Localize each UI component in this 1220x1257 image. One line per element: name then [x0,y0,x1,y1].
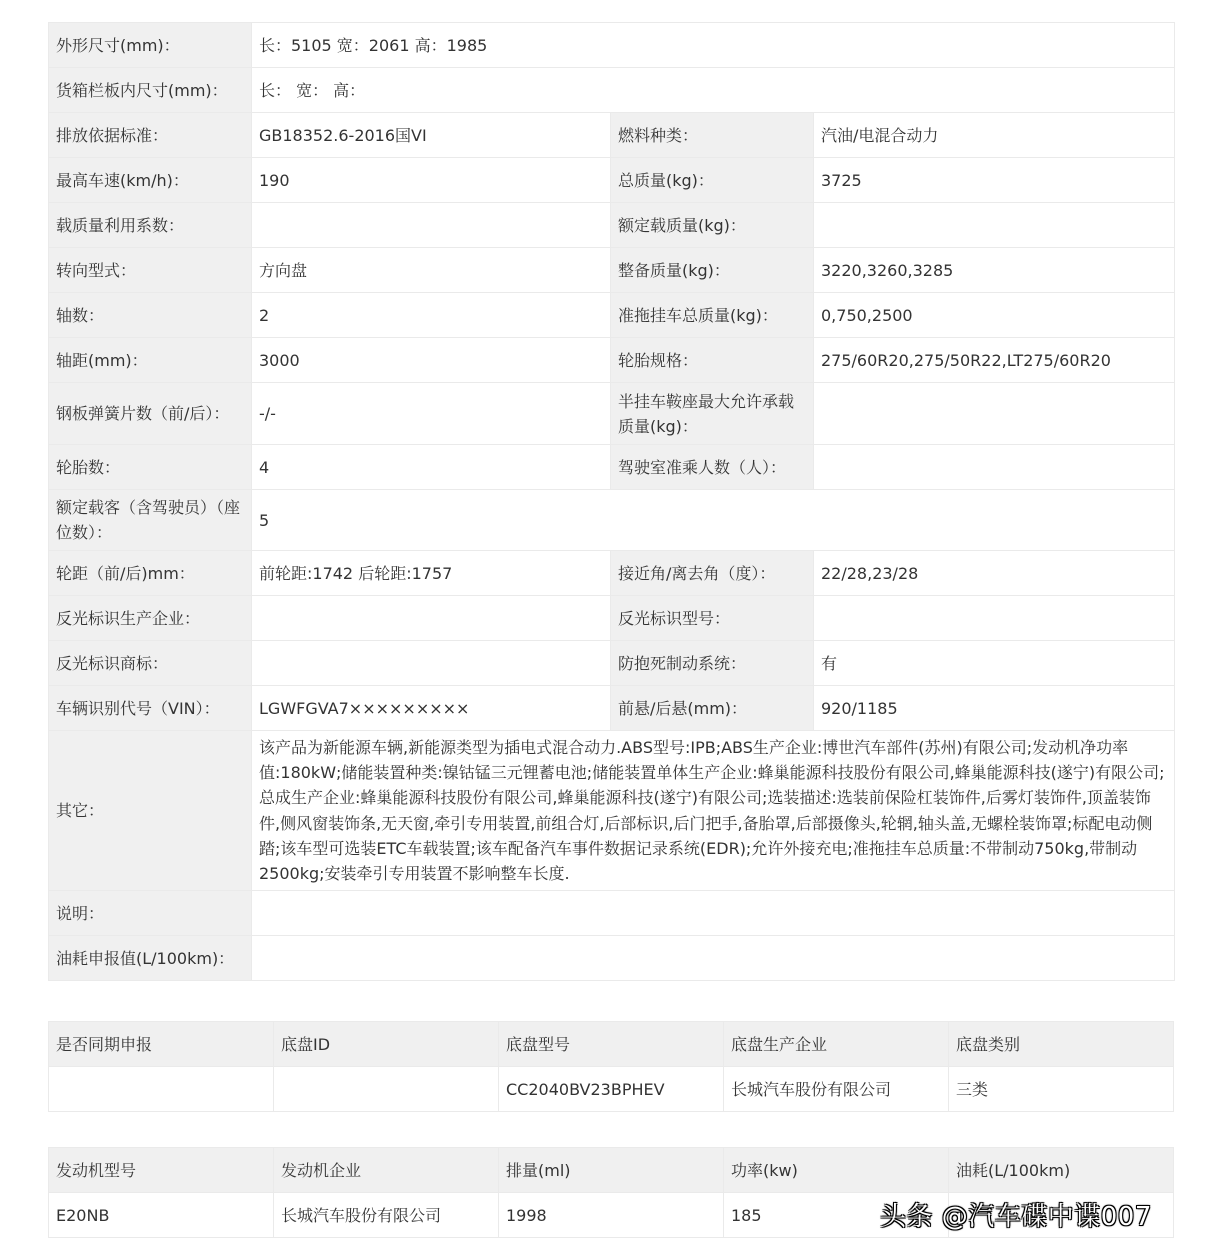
dims-value: 长：5105 宽：2061 高：1985 [252,23,1175,68]
cargo-value: 长： 宽： 高： [252,68,1175,113]
chassis-cell [274,1067,499,1112]
spec-row-steering [49,248,1175,293]
abs-label: 防抱死制动系统： [611,641,814,686]
chassis-header-cell: 底盘类别 [949,1022,1174,1067]
cab-seats-value [814,445,1175,490]
engine-header-cell: 油耗(L/100km) [949,1148,1174,1193]
engine-header-cell: 发动机型号 [49,1148,274,1193]
spec-row-other [49,731,1175,891]
approach-angle-value: 22/28,23/28 [814,551,1175,596]
fuel-consumption-value [252,936,1175,981]
vin-value: LGWFGVA7××××××××× [252,686,611,731]
spec-row-vin [49,686,1175,731]
tire-count-value: 4 [252,445,611,490]
tire-count-label: 轮胎数： [49,445,252,490]
axles-value: 2 [252,293,611,338]
spec-row-track [49,551,1175,596]
spec-row-passengers [49,490,1175,551]
emission-label: 排放依据标准： [49,113,252,158]
curb-mass-value: 3220,3260,3285 [814,248,1175,293]
steering-label: 转向型式： [49,248,252,293]
tire-spec-label: 轮胎规格： [611,338,814,383]
chassis-cell: 长城汽车股份有限公司 [724,1067,949,1112]
load-coef-value [252,203,611,248]
reflector-model-value [814,596,1175,641]
cargo-label: 货箱栏板内尺寸(mm)： [49,68,252,113]
trailer-mass-label: 准拖挂车总质量(kg)： [611,293,814,338]
wheelbase-value: 3000 [252,338,611,383]
spec-row-axles [49,293,1175,338]
spec-row-tires [49,445,1175,490]
engine-header-cell: 排量(ml) [499,1148,724,1193]
spec-row-speed [49,158,1175,203]
note-value [252,891,1175,936]
reflector-maker-label: 反光标识生产企业： [49,596,252,641]
rated-load-value [814,203,1175,248]
watermark: 头条 @汽车碟中谍007 [880,1202,1152,1232]
track-value: 前轮距:1742 后轮距:1757 [252,551,611,596]
wheelbase-label: 轴距(mm)： [49,338,252,383]
chassis-cell: CC2040BV23BPHEV [499,1067,724,1112]
emission-value: GB18352.6-2016国VI [252,113,611,158]
dims-label: 外形尺寸(mm)： [49,23,252,68]
overhang-value: 920/1185 [814,686,1175,731]
approach-angle-label: 接近角/离去角（度）： [611,551,814,596]
chassis-header-cell: 底盘ID [274,1022,499,1067]
max-speed-value: 190 [252,158,611,203]
curb-mass-label: 整备质量(kg)： [611,248,814,293]
steering-value: 方向盘 [252,248,611,293]
engine-cell: E20NB [49,1193,274,1238]
reflector-model-label: 反光标识型号： [611,596,814,641]
spec-row-emission [49,113,1175,158]
gross-mass-label: 总质量(kg)： [611,158,814,203]
max-speed-label: 最高车速(km/h)： [49,158,252,203]
other-label: 其它： [49,731,252,891]
engine-header-cell: 发动机企业 [274,1148,499,1193]
engine-header-row [49,1148,1174,1193]
chassis-header-row [49,1022,1174,1067]
reflector-maker-value [252,596,611,641]
track-label: 轮距（前/后)mm： [49,551,252,596]
chassis-table [48,1021,1174,1112]
chassis-cell [49,1067,274,1112]
spec-row-reflector-brand [49,641,1175,686]
load-coef-label: 载质量利用系数： [49,203,252,248]
spec-row-fuel-consumption [49,936,1175,981]
vin-label: 车辆识别代号（VIN）： [49,686,252,731]
reflector-brand-value [252,641,611,686]
saddle-load-value [814,383,1175,445]
engine-cell: 185 [724,1193,949,1238]
saddle-load-label: 半挂车鞍座最大允许承载质量(kg)： [611,383,814,445]
fuel-type-value: 汽油/电混合动力 [814,113,1175,158]
spec-row-note [49,891,1175,936]
engine-cell: 长城汽车股份有限公司 [274,1193,499,1238]
spec-row-wheelbase [49,338,1175,383]
cab-seats-label: 驾驶室准乘人数（人）： [611,445,814,490]
leaf-spring-value: -/- [252,383,611,445]
vehicle-spec-table [48,22,1175,981]
engine-cell: 1998 [499,1193,724,1238]
tire-spec-value: 275/60R20,275/50R22,LT275/60R20 [814,338,1175,383]
passengers-label: 额定载客（含驾驶员）（座位数）： [49,490,252,551]
gross-mass-value: 3725 [814,158,1175,203]
chassis-header-cell: 是否同期申报 [49,1022,274,1067]
overhang-label: 前悬/后悬(mm)： [611,686,814,731]
spec-row-leaf-spring [49,383,1175,445]
spec-row-dimensions [49,23,1175,68]
passengers-value: 5 [252,490,1175,551]
spec-row-cargo [49,68,1175,113]
chassis-cell: 三类 [949,1067,1174,1112]
fuel-consumption-label: 油耗申报值(L/100km)： [49,936,252,981]
note-label: 说明： [49,891,252,936]
abs-value: 有 [814,641,1175,686]
axles-label: 轴数： [49,293,252,338]
spec-row-reflector-maker [49,596,1175,641]
leaf-spring-label: 钢板弹簧片数（前/后）： [49,383,252,445]
spec-row-load-coef [49,203,1175,248]
chassis-header-cell: 底盘型号 [499,1022,724,1067]
chassis-header-cell: 底盘生产企业 [724,1022,949,1067]
engine-header-cell: 功率(kw) [724,1148,949,1193]
trailer-mass-value: 0,750,2500 [814,293,1175,338]
reflector-brand-label: 反光标识商标： [49,641,252,686]
rated-load-label: 额定载质量(kg)： [611,203,814,248]
other-value: 该产品为新能源车辆,新能源类型为插电式混合动力.ABS型号:IPB;ABS生产企业:博世汽车部件(苏州)有限公司;发动机净功率值:180kW;储能装置种类:镍钴锰三元锂蓄电池;储能装置单体生产企业:蜂巢能源科技股份有限公司,蜂巢能源科技(遂宁)有限公司;总成生产企业:蜂巢能源科技股份有限公司,蜂巢能源科技(遂宁)有限公司;选装描述:选装前保险杠装饰件,后雾灯装饰件,顶盖装饰件,侧风窗装饰条,无天窗,牵引专用装置,前组合灯,后部标识,后门把手,备胎罩,后部摄像头,轮辋,轴头盖,无螺栓装饰罩;标配电动侧踏;该车型可选装ETC车载装置;该车配备汽车事件数据记录系统(EDR);允许外接充电;准拖挂车总质量:不带制动750kg,带制动2500kg;安装牵引专用装置不影响整车长度. [252,731,1175,891]
fuel-type-label: 燃料种类： [611,113,814,158]
chassis-data-row [49,1067,1174,1112]
